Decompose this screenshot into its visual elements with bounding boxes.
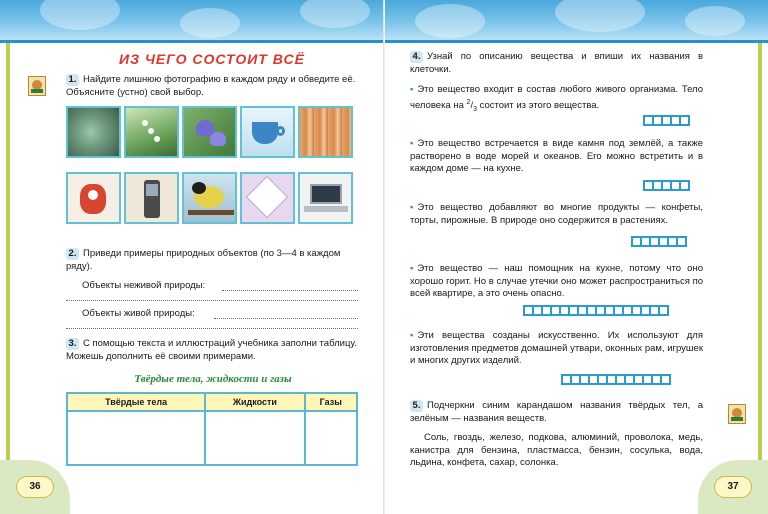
answer-boxes-5[interactable] [563, 374, 671, 385]
answer-boxes-1[interactable] [645, 115, 690, 126]
top-banner-left [0, 0, 384, 40]
task-4-item-1: • Это вещество входит в состав любого живого организма. Тело человека на $^2/_3$ состоит из этого вещества. [410, 84, 703, 113]
mobile-phone-photo[interactable] [124, 172, 179, 224]
bullet-icon: • [410, 330, 414, 341]
napkin-photo[interactable] [240, 172, 295, 224]
task-4-intro [410, 51, 703, 76]
task-4-item-5 [410, 330, 703, 368]
solids-cell[interactable] [67, 411, 205, 465]
living-objects-field[interactable] [214, 318, 358, 319]
page-number-right: 37 [714, 476, 752, 498]
child-mascot-icon [728, 404, 746, 424]
answer-boxes-2[interactable] [645, 180, 690, 191]
nonliving-objects-label: Объекты неживой природы: [82, 280, 206, 291]
task-5-number: 5. [410, 400, 423, 412]
task-4-item-3 [410, 202, 703, 227]
item-4-text: Это вещество — наш помощник на кухне, потому что оно хорошо горит. Но в случае утечки оно может распространиться по всей квартире, а это очень опасно. [410, 263, 703, 299]
states-of-matter-table [66, 392, 358, 466]
task-4-item-2 [410, 138, 703, 176]
fraction-numerator: 2 [466, 98, 471, 106]
task-2-number: 2. [66, 248, 79, 260]
task-4-intro-text: Узнай по описанию вещества и впиши их названия в клеточки. [410, 51, 703, 75]
gases-cell[interactable] [305, 411, 357, 465]
top-banner-right [385, 0, 768, 40]
nonliving-objects-field[interactable] [222, 290, 358, 291]
nonliving-objects-field-2[interactable] [66, 300, 358, 301]
task-4-number: 4. [410, 51, 423, 63]
task-1 [66, 74, 360, 99]
toys-photo[interactable] [66, 172, 121, 224]
item-5-text: Эти вещества созданы искусственно. Их используют для изготовления предметов домашней утвари, оконных рам, игрушек и многих других изделий. [410, 330, 703, 366]
task-5-word-list[interactable]: Соль, гвоздь, железо, подкова, алюминий, проволока, медь, канистра для бензина, пластмасса, бензин, сосулька, вода, льдина, конфета, сахар, солонка. [410, 432, 703, 468]
task-2 [66, 248, 360, 273]
laptop-photo[interactable] [298, 172, 353, 224]
answer-boxes-3[interactable] [633, 236, 687, 247]
bullet-icon: • [410, 138, 414, 149]
item-2-text: Это вещество встречается в виде камня под землёй, а также растворено в воде морей и океанов. Его можно встретить и в каждом доме — на кухне. [410, 138, 703, 174]
task-5-text: Подчеркни синим карандашом названия твёрдых тел, а зелёным — названия веществ. [410, 400, 703, 424]
task-2-text: Приведи примеры природных объектов (по 3—4 в каждом ряду). [66, 248, 341, 272]
item-1-text-end: состоит из этого вещества. [477, 99, 600, 111]
frog-photo[interactable] [66, 106, 121, 158]
bellflower-photo[interactable] [182, 106, 237, 158]
page-number-left: 36 [16, 476, 54, 498]
banner-strip-right [385, 40, 768, 43]
table-title: Твёрдые тела, жидкости и газы [134, 373, 292, 385]
answer-boxes-4[interactable] [525, 305, 669, 316]
column-header-solids: Твёрдые тела [67, 393, 205, 411]
bullet-icon: • [410, 84, 414, 95]
titmouse-photo[interactable] [182, 172, 237, 224]
banner-strip [0, 40, 384, 43]
living-objects-label: Объекты живой природы: [82, 308, 195, 319]
birch-bark-photo[interactable] [298, 106, 353, 158]
bullet-icon: • [410, 202, 414, 213]
side-bar-right [758, 43, 762, 463]
task-3-text: С помощью текста и иллюстраций учебника заполни таблицу. Можешь дополнить её своими примерами. [66, 338, 357, 362]
right-page [385, 0, 768, 514]
task-3 [66, 338, 360, 363]
page-title: ИЗ ЧЕГО СОСТОИТ ВСЁ [119, 51, 305, 67]
task-1-number: 1. [66, 74, 79, 86]
fraction-denominator: 3 [473, 105, 477, 113]
item-1-text: Это вещество входит в состав любого живого организма. Тело человека на [410, 84, 703, 111]
column-header-liquids: Жидкости [205, 393, 304, 411]
item-3-text: Это вещество добавляют во многие продукты — конфеты, торты, пирожные. В природе оно содержится в растениях. [410, 202, 703, 226]
task-5 [410, 400, 703, 425]
task-1-text: Найдите лишнюю фотографию в каждом ряду и обведите её. Объясните (устно) свой выбор. [66, 74, 356, 98]
bullet-icon: • [410, 263, 414, 274]
cup-photo[interactable] [240, 106, 295, 158]
children-mascot-icon [28, 76, 46, 96]
task-3-number: 3. [66, 338, 79, 350]
side-bar-left [6, 43, 10, 463]
living-objects-field-2[interactable] [66, 328, 358, 329]
lily-of-the-valley-photo[interactable] [124, 106, 179, 158]
column-header-gases: Газы [305, 393, 357, 411]
liquids-cell[interactable] [205, 411, 304, 465]
task-4-item-4 [410, 263, 703, 301]
